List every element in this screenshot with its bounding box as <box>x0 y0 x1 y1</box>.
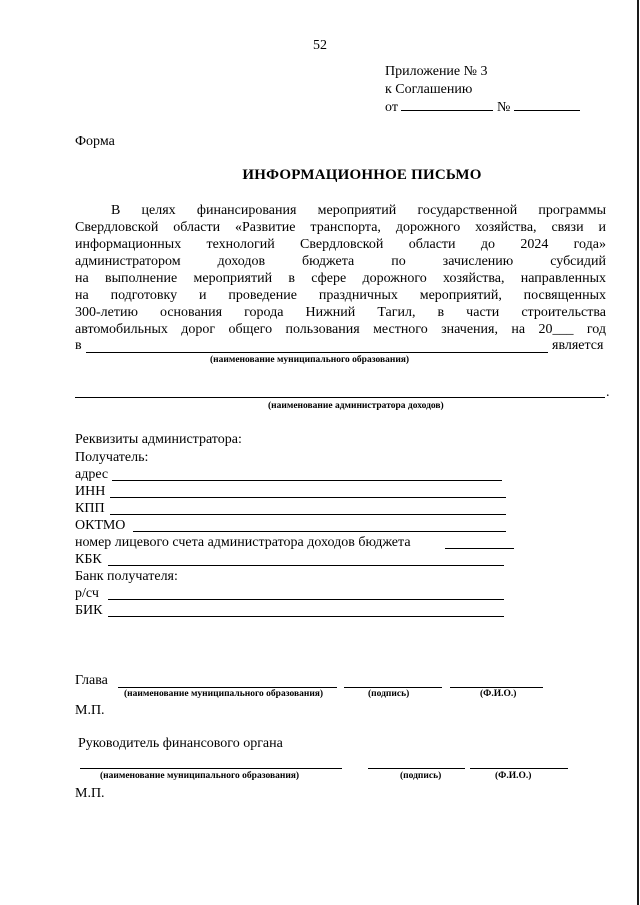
kbk-label: КБК <box>75 552 102 567</box>
kbk-field[interactable] <box>108 565 504 566</box>
appendix-header <box>385 63 580 117</box>
form-label: Форма <box>75 134 115 149</box>
municipality-blank[interactable] <box>86 352 548 353</box>
finance-signature-caption: (подпись) <box>400 771 442 781</box>
recipient-label: Получатель: <box>75 450 149 465</box>
head-stamp-label: М.П. <box>75 703 105 718</box>
oktmo-field[interactable] <box>133 531 506 532</box>
finance-fio-caption: (Ф.И.О.) <box>495 771 532 781</box>
inn-label: ИНН <box>75 484 106 499</box>
body-line: 300-летию основания города Нижний Тагил, в части строительства <box>75 305 606 320</box>
document-page: 52 Приложение № 3 к Соглашению от № Форма ИНФОРМАЦИОННОЕ ПИСЬМО В целях финансирования мероприятий государственной программы Свердловской области «Развитие транспорта, дорожного хозяйства, связи и информационных технологий Свердловской области до 2024 года» администратором доходов бюджета по зачислению субсидий на выполнение мероприятий в сфере дорожного хозяйства, направленных на подготовку и проведение праздничных мероприятий, посвященных 300-летию основания города Нижний Тагил, в части строительства автомобильных дорог общего пользования местного значения, на 20___ год в является (наименование муниципального образования) . (наименование администратора доходов) Реквизиты администратора: Получатель: адрес ИНН КПП ОКТМО номер лицевого счета администратора доходов бюджета КБК Банк получателя: р/сч БИК Глава (наименование муниципального образования) (подпись) (Ф.И.О.) М.П. Руководитель финансового органа (наименование муниципального образования) (подпись) (Ф.И.О.) М.П. <box>0 0 640 905</box>
finance-municipality-caption: (наименование муниципального образования) <box>100 771 300 781</box>
kpp-label: КПП <box>75 501 105 516</box>
oktmo-label: ОКТМО <box>75 518 126 533</box>
account-field[interactable] <box>108 599 504 600</box>
finance-municipality-field[interactable] <box>80 768 342 769</box>
head-municipality-caption: (наименование муниципального образования) <box>124 689 324 699</box>
bik-label: БИК <box>75 603 103 618</box>
requisites-heading: Реквизиты администратора: <box>75 432 242 447</box>
bik-field[interactable] <box>108 616 504 617</box>
address-field[interactable] <box>112 480 502 481</box>
letter-body <box>75 202 606 338</box>
document-title: ИНФОРМАЦИОННОЕ ПИСЬМО <box>242 167 482 183</box>
account-number-label: номер лицевого счета администратора доходов бюджета <box>75 535 411 550</box>
finance-signature-field[interactable] <box>368 768 465 769</box>
municipality-caption: (наименование муниципального образования) <box>210 355 410 365</box>
head-fio-field[interactable] <box>450 687 543 688</box>
municipality-line-prefix: в <box>75 338 82 353</box>
finance-fio-field[interactable] <box>470 768 568 769</box>
body-line: автомобильных дорог общего пользования местного значения, на 20___ год <box>75 322 606 337</box>
head-municipality-field[interactable] <box>118 687 337 688</box>
head-fio-caption: (Ф.И.О.) <box>480 689 517 699</box>
appendix-title: Приложение № 3 <box>385 64 488 79</box>
appendix-subtitle: к Соглашению <box>385 82 473 97</box>
finance-head-label: Руководитель финансового органа <box>78 736 283 751</box>
address-label: адрес <box>75 467 109 482</box>
head-signature-field[interactable] <box>344 687 442 688</box>
appendix-date-number: от № <box>385 99 580 117</box>
body-line: В целях финансирования мероприятий государственной программы <box>111 203 606 218</box>
date-blank[interactable] <box>401 110 493 111</box>
body-line: администратором доходов бюджета по зачислению субсидий <box>75 254 606 269</box>
body-line: информационных технологий Свердловской области до 2024 года» <box>75 237 606 252</box>
administrator-blank[interactable] <box>75 397 605 398</box>
administrator-caption: (наименование администратора доходов) <box>268 401 444 411</box>
body-line: Свердловской области «Развитие транспорта, дорожного хозяйства, связи и <box>75 220 606 235</box>
inn-field[interactable] <box>110 497 506 498</box>
municipality-line-suffix: является <box>552 338 604 353</box>
account-number-field[interactable] <box>445 548 514 549</box>
number-blank[interactable] <box>514 110 580 111</box>
page-edge <box>637 0 639 905</box>
head-signature-caption: (подпись) <box>368 689 410 699</box>
body-line: на подготовку и проведение праздничных мероприятий, посвященных <box>75 288 606 303</box>
kpp-field[interactable] <box>110 514 506 515</box>
body-line: на выполнение мероприятий в сфере дорожного хозяйства, направленных <box>75 271 606 286</box>
head-label: Глава <box>75 673 108 688</box>
bank-label: Банк получателя: <box>75 569 178 584</box>
page-number: 52 <box>313 38 327 53</box>
finance-stamp-label: М.П. <box>75 786 105 801</box>
account-label: р/сч <box>75 586 99 601</box>
